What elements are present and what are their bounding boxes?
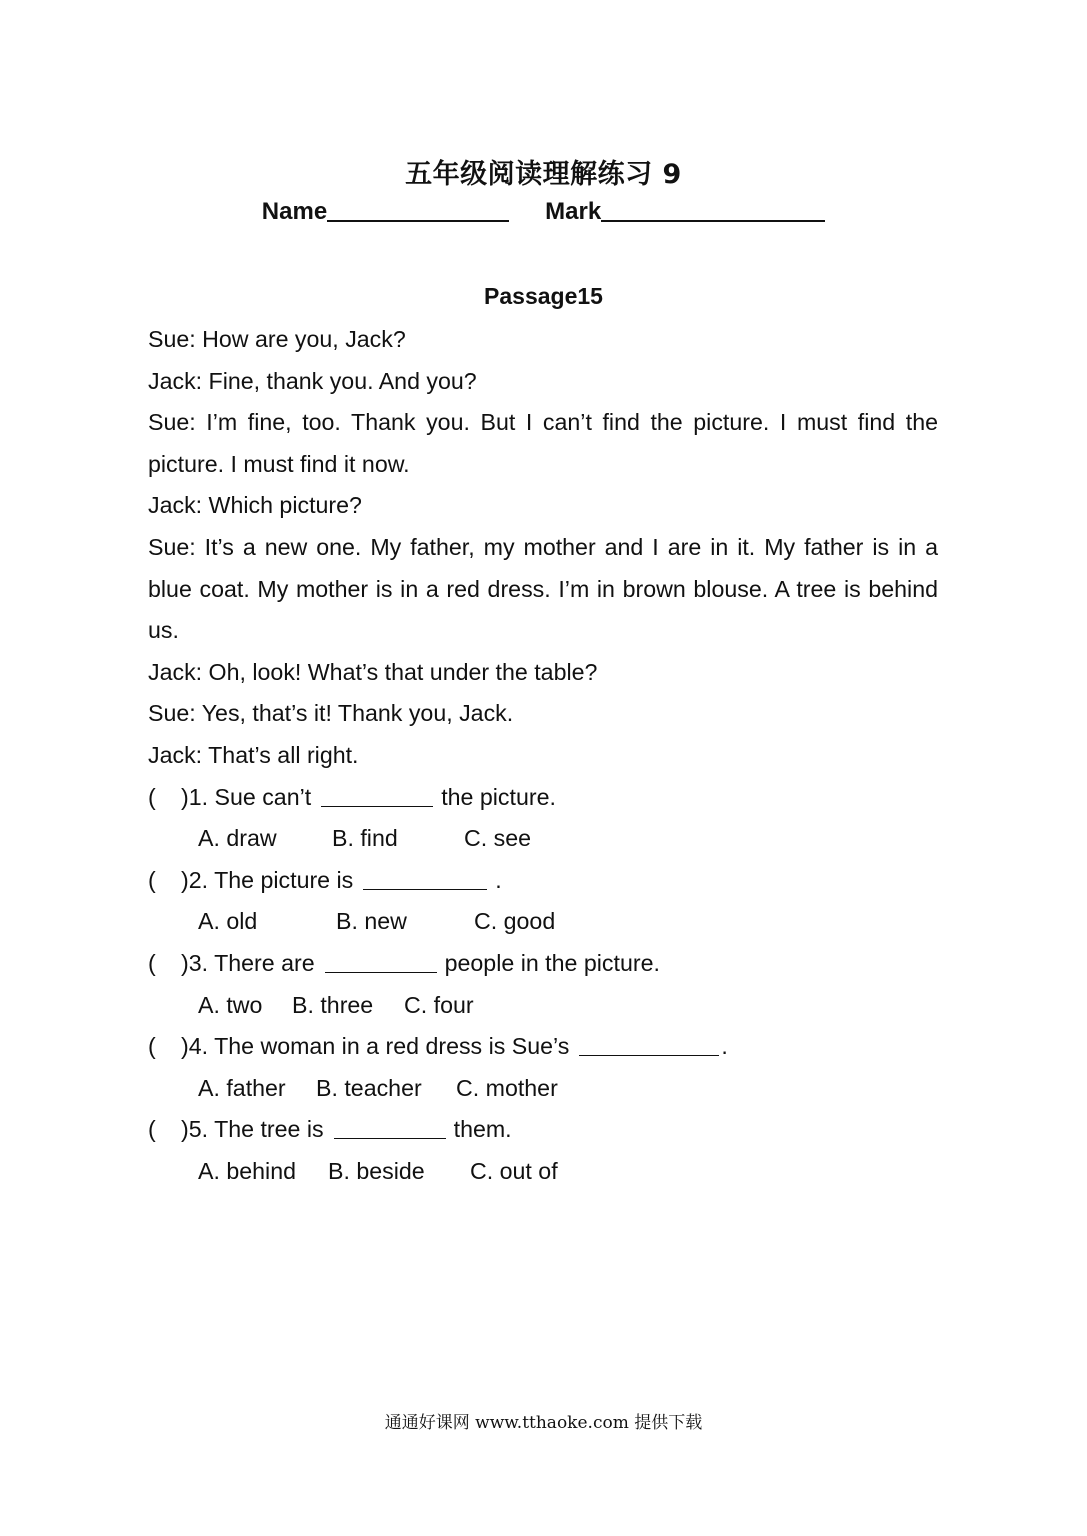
dialogue-line: Sue: It’s a new one. My father, my mother and I are in it. My father is in a blue coat. My mother is in a red dress. I’m in brown blouse. A tree is behind us. [148,533,938,644]
name-field[interactable] [327,200,509,222]
dialogue-line: Jack: That’s all right. [148,741,359,768]
passage-title: Passage15 [484,283,603,309]
question-tail: . [721,1033,728,1060]
dialogue-line: Sue: Yes, that’s it! Thank you, Jack. [148,700,514,727]
option-a: A. draw [198,825,277,852]
answer-blank[interactable] [321,784,433,807]
mark-field[interactable] [601,200,825,222]
answer-bracket[interactable]: ( [148,1116,156,1143]
option-b: B. new [336,908,407,935]
dialogue-line: Jack: Fine, thank you. And you? [148,367,477,394]
option-c: C. four [404,991,474,1018]
answer-blank[interactable] [325,950,437,973]
question-1 [148,777,938,819]
name-label: Name [261,198,328,225]
question-stem: )2. The picture is [181,866,354,893]
dialogue-line: Jack: Which picture? [148,492,362,519]
answer-bracket[interactable]: ( [148,1033,156,1060]
dialogue-line: Sue: How are you, Jack? [148,326,406,352]
question-3 [148,943,938,985]
option-c: C. see [464,825,532,852]
answer-bracket[interactable]: ( [148,949,156,976]
option-c: C. mother [456,1074,558,1101]
option-a: A. behind [198,1157,296,1184]
option-a: A. father [198,1074,286,1101]
name-mark-bar [0,198,1087,226]
option-c: C. good [474,908,556,935]
answer-bracket[interactable]: ( [148,783,156,810]
options-3 [148,985,938,1027]
options-5 [148,1151,938,1193]
question-tail: them. [453,1116,512,1143]
mark-label: Mark [545,198,602,225]
worksheet-title: 五年级阅读理解练习 9 [405,159,682,190]
options-4 [148,1068,938,1110]
options-1 [148,818,938,860]
question-stem: )3. There are [181,949,315,976]
question-stem: )1. Sue can’t [181,783,312,810]
question-5 [148,1109,938,1151]
option-b: B. teacher [316,1074,422,1101]
question-2 [148,860,938,902]
option-c: C. out of [470,1157,558,1184]
answer-blank[interactable] [363,867,487,890]
option-a: A. old [198,908,258,935]
dialogue-line: Sue: I’m fine, too. Thank you. But I can’t find the picture. I must find the picture. I must find it now. [148,409,938,477]
question-stem: )4. The woman in a red dress is Sue’s [181,1033,570,1060]
question-tail: . [495,866,502,893]
option-a: A. two [198,991,263,1018]
option-b: B. beside [328,1157,425,1184]
passage-body [148,319,938,1192]
answer-bracket[interactable]: ( [148,866,156,893]
option-b: B. three [292,991,374,1018]
question-stem: )5. The tree is [181,1116,324,1143]
question-tail: people in the picture. [444,949,660,976]
question-tail: the picture. [441,783,556,810]
question-4 [148,1026,938,1068]
option-b: B. find [332,825,398,852]
answer-blank[interactable] [579,1033,719,1056]
dialogue-line: Jack: Oh, look! What’s that under the table? [148,658,598,685]
options-2 [148,901,938,943]
footer-credit: 通通好课网 www.tthaoke.com 提供下载 [384,1413,703,1433]
answer-blank[interactable] [334,1116,446,1139]
